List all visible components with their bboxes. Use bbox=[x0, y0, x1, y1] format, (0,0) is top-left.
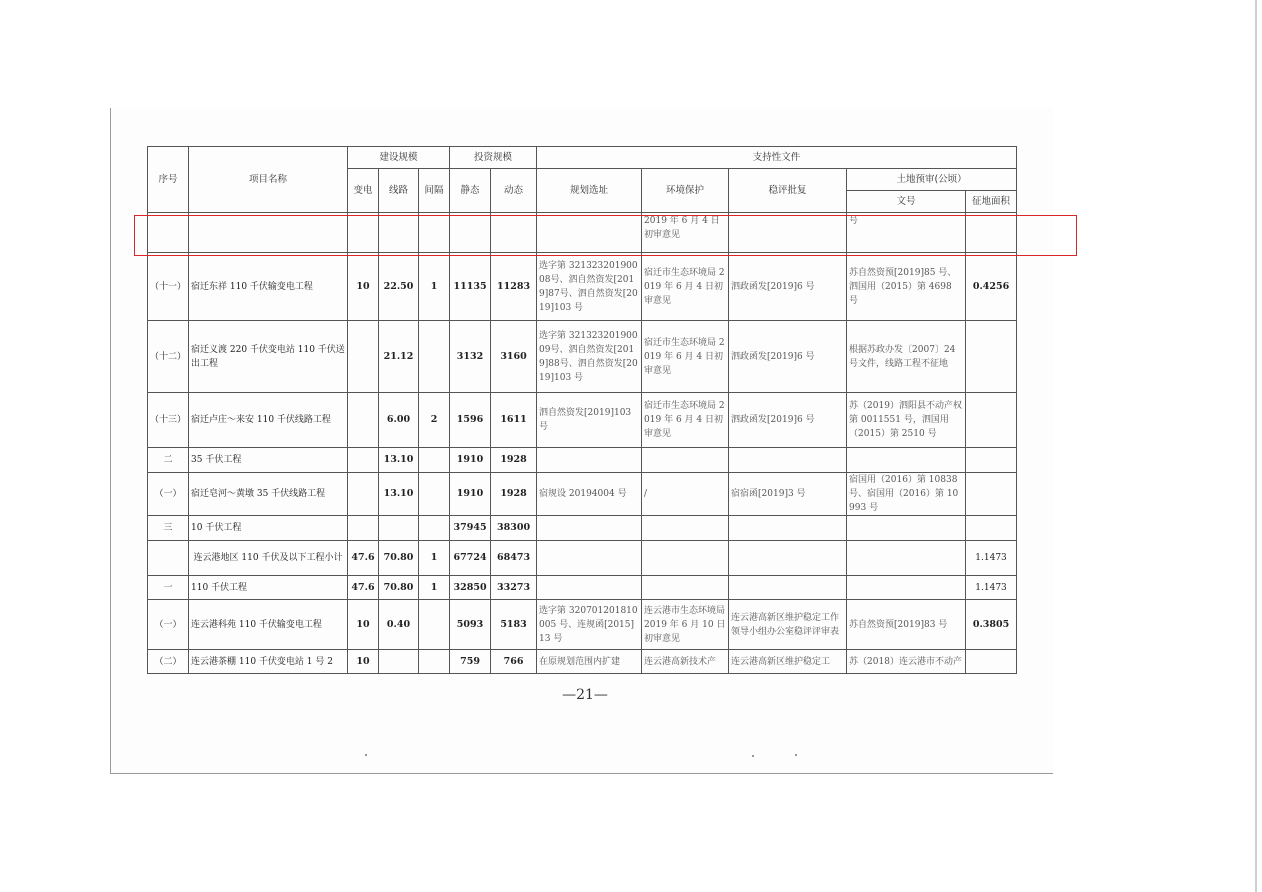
cell-planning: 宿规设 20194004 号 bbox=[537, 473, 642, 516]
cell-name: 连云港茶棚 110 千伏变电站 1 号 2 bbox=[189, 650, 348, 674]
cell-name: 110 千伏工程 bbox=[189, 576, 348, 600]
cell-land-doc bbox=[847, 541, 966, 576]
cell-seq: （一） bbox=[148, 600, 189, 650]
header-support-docs: 支持性文件 bbox=[537, 147, 1017, 169]
table-row bbox=[148, 393, 1017, 448]
header-dynamic: 动态 bbox=[491, 169, 537, 213]
cell-land-area bbox=[966, 321, 1017, 393]
cell-static: 67724 bbox=[450, 541, 491, 576]
scan-speck bbox=[365, 754, 367, 756]
cell-land-area: 0.4256 bbox=[966, 253, 1017, 321]
scan-speck bbox=[752, 755, 754, 757]
cell-environment bbox=[642, 448, 729, 473]
cell-line: 70.80 bbox=[379, 576, 419, 600]
cell-dynamic: 1928 bbox=[491, 473, 537, 516]
header-substation: 变电 bbox=[348, 169, 379, 213]
cell-substation: 10 bbox=[348, 650, 379, 674]
header-land-area: 征地面积 bbox=[966, 191, 1017, 213]
cell-stability bbox=[729, 576, 847, 600]
cell-dynamic: 766 bbox=[491, 650, 537, 674]
cell-bay: 1 bbox=[419, 253, 450, 321]
header-static: 静态 bbox=[450, 169, 491, 213]
cell-name: 宿迁卢庄～来安 110 千伏线路工程 bbox=[189, 393, 348, 448]
cell-planning: 选字第 32132320190009号、泗自然资发[2019]88号、泗自然资发[2019]103 号 bbox=[537, 321, 642, 393]
cell-bay: 1 bbox=[419, 541, 450, 576]
table-row bbox=[148, 473, 1017, 516]
cell-dynamic: 38300 bbox=[491, 516, 537, 541]
cell-land-area bbox=[966, 448, 1017, 473]
cell-substation: 10 bbox=[348, 253, 379, 321]
header-environment: 环境保护 bbox=[642, 169, 729, 213]
cell-bay bbox=[419, 650, 450, 674]
cell-planning: 选字第 32132320190008号、泗自然资发[2019]87号、泗自然资发[2019]103 号 bbox=[537, 253, 642, 321]
cell-substation: 10 bbox=[348, 600, 379, 650]
header-build-scale: 建设规模 bbox=[348, 147, 450, 169]
cell-name: 宿迁东祥 110 千伏输变电工程 bbox=[189, 253, 348, 321]
cell-stability: 连云港高新区维护稳定工 bbox=[729, 650, 847, 674]
cell-land-area: 1.1473 bbox=[966, 541, 1017, 576]
cell-line: 6.00 bbox=[379, 393, 419, 448]
cell-seq: 二 bbox=[148, 448, 189, 473]
cell-bay: 1 bbox=[419, 576, 450, 600]
cell-seq: （十一） bbox=[148, 253, 189, 321]
cell-bay: 2 bbox=[419, 393, 450, 448]
cell-land-area bbox=[966, 393, 1017, 448]
cell-substation bbox=[348, 473, 379, 516]
cell-line: 22.50 bbox=[379, 253, 419, 321]
cell-environment: 连云港市生态环境局 2019 年 6 月 10 日初审意见 bbox=[642, 600, 729, 650]
cell-environment bbox=[642, 576, 729, 600]
cell-seq: 一 bbox=[148, 576, 189, 600]
cell-line: 13.10 bbox=[379, 448, 419, 473]
cell-bay bbox=[419, 600, 450, 650]
table-row bbox=[148, 576, 1017, 600]
cell-name: 连云港地区 110 千伏及以下工程小计 bbox=[189, 541, 348, 576]
cell-line: 70.80 bbox=[379, 541, 419, 576]
cell-dynamic: 68473 bbox=[491, 541, 537, 576]
cell-line bbox=[379, 650, 419, 674]
table-row bbox=[148, 650, 1017, 674]
cell-substation bbox=[348, 393, 379, 448]
cell-environment: 宿迁市生态环境局 2019 年 6 月 4 日初审意见 bbox=[642, 393, 729, 448]
table-row bbox=[148, 516, 1017, 541]
cell-planning bbox=[537, 576, 642, 600]
cell-name: 35 千伏工程 bbox=[189, 448, 348, 473]
highlight-box bbox=[134, 215, 1077, 256]
cell-land-doc bbox=[847, 576, 966, 600]
header-planning: 规划选址 bbox=[537, 169, 642, 213]
header-land: 土地预审(公顷） bbox=[847, 169, 1017, 191]
cell-stability bbox=[729, 516, 847, 541]
cell-stability bbox=[729, 448, 847, 473]
cell-seq: （二） bbox=[148, 650, 189, 674]
cell-line: 13.10 bbox=[379, 473, 419, 516]
table-row bbox=[148, 448, 1017, 473]
header-doc-no: 文号 bbox=[847, 191, 966, 213]
cell-line bbox=[379, 516, 419, 541]
page-edge bbox=[1255, 0, 1257, 892]
cell-line: 0.40 bbox=[379, 600, 419, 650]
cell-name: 连云港科苑 110 千伏输变电工程 bbox=[189, 600, 348, 650]
table-row bbox=[148, 321, 1017, 393]
cell-planning: 在原规划范围内扩建 bbox=[537, 650, 642, 674]
cell-dynamic: 3160 bbox=[491, 321, 537, 393]
table-row bbox=[148, 253, 1017, 321]
cell-environment: 连云港高新技术产 bbox=[642, 650, 729, 674]
cell-substation bbox=[348, 516, 379, 541]
header-seq: 序号 bbox=[148, 147, 189, 213]
cell-bay bbox=[419, 516, 450, 541]
table-row bbox=[148, 541, 1017, 576]
cell-planning bbox=[537, 516, 642, 541]
cell-land-area: 0.3805 bbox=[966, 600, 1017, 650]
cell-environment bbox=[642, 516, 729, 541]
cell-dynamic: 1611 bbox=[491, 393, 537, 448]
cell-land-doc: 苏（2019）泗阳县不动产权第 0011551 号，泗国用（2015）第 2510 号 bbox=[847, 393, 966, 448]
cell-substation bbox=[348, 448, 379, 473]
cell-seq: （十二） bbox=[148, 321, 189, 393]
cell-stability bbox=[729, 541, 847, 576]
cell-static: 5093 bbox=[450, 600, 491, 650]
header-bay: 间隔 bbox=[419, 169, 450, 213]
cell-land-doc: 号 bbox=[847, 213, 966, 253]
cell-stability: 宿宿函[2019]3 号 bbox=[729, 473, 847, 516]
table-row bbox=[148, 600, 1017, 650]
cell-dynamic: 1928 bbox=[491, 448, 537, 473]
cell-name: 10 千伏工程 bbox=[189, 516, 348, 541]
cell-environment: 宿迁市生态环境局 2019 年 6 月 4 日初审意见 bbox=[642, 253, 729, 321]
cell-land-doc: 宿国用（2016）第 10838 号、宿国用（2016）第 10993 号 bbox=[847, 473, 966, 516]
cell-bay bbox=[419, 448, 450, 473]
page-number: —21— bbox=[562, 687, 608, 703]
cell-land-area bbox=[966, 516, 1017, 541]
cell-land-doc: 苏（2018）连云港市不动产 bbox=[847, 650, 966, 674]
cell-stability: 泗政函发[2019]6 号 bbox=[729, 321, 847, 393]
header-stability: 稳评批复 bbox=[729, 169, 847, 213]
cell-land-area bbox=[966, 473, 1017, 516]
cell-environment: 2019 年 6 月 4 日初审意见 bbox=[642, 213, 729, 253]
cell-environment bbox=[642, 541, 729, 576]
cell-planning bbox=[537, 541, 642, 576]
header-invest-scale: 投资规模 bbox=[450, 147, 537, 169]
cell-dynamic: 11283 bbox=[491, 253, 537, 321]
cell-static: 759 bbox=[450, 650, 491, 674]
cell-land-area bbox=[966, 650, 1017, 674]
cell-name: 宿迁义渡 220 千伏变电站 110 千伏送出工程 bbox=[189, 321, 348, 393]
cell-environment: / bbox=[642, 473, 729, 516]
cell-static: 1596 bbox=[450, 393, 491, 448]
cell-land-doc bbox=[847, 448, 966, 473]
cell-static: 1910 bbox=[450, 473, 491, 516]
cell-bay bbox=[419, 473, 450, 516]
cell-planning: 选字第 320701201810005 号、连规函[2015]13 号 bbox=[537, 600, 642, 650]
cell-line: 21.12 bbox=[379, 321, 419, 393]
cell-stability: 连云港高新区维护稳定工作领导小组办公室稳评评审表 bbox=[729, 600, 847, 650]
cell-static: 11135 bbox=[450, 253, 491, 321]
cell-stability: 泗政函发[2019]6 号 bbox=[729, 253, 847, 321]
cell-static: 32850 bbox=[450, 576, 491, 600]
cell-planning bbox=[537, 448, 642, 473]
cell-substation bbox=[348, 321, 379, 393]
cell-static: 1910 bbox=[450, 448, 491, 473]
cell-static: 3132 bbox=[450, 321, 491, 393]
scan-speck bbox=[795, 754, 797, 756]
cell-land-doc: 苏自然资预[2019]85 号、泗国用（2015）第 4698 号 bbox=[847, 253, 966, 321]
cell-land-area: 1.1473 bbox=[966, 576, 1017, 600]
header-name: 项目名称 bbox=[189, 147, 348, 213]
cell-name: 宿迁皂河～黄墩 35 千伏线路工程 bbox=[189, 473, 348, 516]
cell-dynamic: 5183 bbox=[491, 600, 537, 650]
cell-seq: （一） bbox=[148, 473, 189, 516]
cell-substation: 47.6 bbox=[348, 576, 379, 600]
header-line: 线路 bbox=[379, 169, 419, 213]
cell-stability: 泗政函发[2019]6 号 bbox=[729, 393, 847, 448]
cell-seq bbox=[148, 541, 189, 576]
cell-seq: 三 bbox=[148, 516, 189, 541]
cell-substation: 47.6 bbox=[348, 541, 379, 576]
cell-dynamic: 33273 bbox=[491, 576, 537, 600]
cell-land-doc bbox=[847, 516, 966, 541]
cell-environment: 宿迁市生态环境局 2019 年 6 月 4 日初审意见 bbox=[642, 321, 729, 393]
cell-land-doc: 根据苏政办发〔2007〕24号文件，线路工程不征地 bbox=[847, 321, 966, 393]
cell-static: 37945 bbox=[450, 516, 491, 541]
cell-land-doc: 苏自然资预[2019]83 号 bbox=[847, 600, 966, 650]
cell-planning: 泗自然资发[2019]103号 bbox=[537, 393, 642, 448]
cell-bay bbox=[419, 321, 450, 393]
cell-seq: （十三） bbox=[148, 393, 189, 448]
